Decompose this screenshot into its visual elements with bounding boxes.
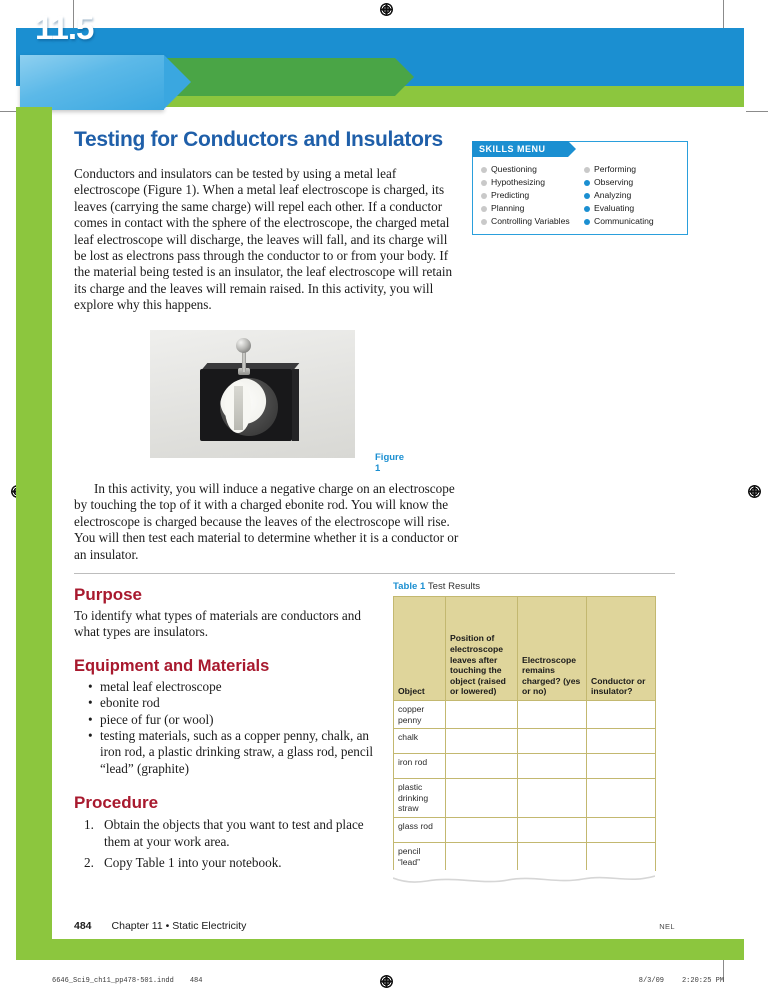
bullet-icon xyxy=(481,193,487,199)
equipment-list xyxy=(74,679,384,777)
skill-item-performing[interactable] xyxy=(584,163,687,176)
bullet-icon xyxy=(584,219,590,225)
lower-left-column xyxy=(74,585,384,875)
electroscope-sphere xyxy=(236,338,251,353)
cell-position[interactable] xyxy=(446,701,518,729)
footer-page-number: 484 xyxy=(74,920,92,932)
table-caption-label: Table 1 xyxy=(393,581,426,592)
cell-type[interactable] xyxy=(587,779,656,818)
test-results-table xyxy=(393,596,656,871)
table-row xyxy=(394,729,656,754)
skill-item-questioning[interactable] xyxy=(481,163,584,176)
column-header-position: Position of electroscope leaves after touching the object (raised or lowered) xyxy=(446,597,518,701)
list-item: • piece of fur (or wool) xyxy=(74,712,384,728)
bullet-icon xyxy=(481,167,487,173)
skill-label: Evaluating xyxy=(594,203,635,213)
skill-item-evaluating[interactable] xyxy=(584,202,687,215)
skill-item-analyzing[interactable] xyxy=(584,189,687,202)
skill-item-hypothesizing[interactable] xyxy=(481,176,584,189)
cell-position[interactable] xyxy=(446,754,518,779)
cell-object: copper penny xyxy=(394,701,446,729)
list-item: Copy Table 1 into your notebook. xyxy=(104,855,282,871)
list-item: • testing materials, such as a copper penny, chalk, an iron rod, a plastic drinking straw, a glass rod, pencil “lead” (graphite) xyxy=(74,728,384,777)
skills-menu-right-column xyxy=(584,163,687,228)
cell-object: iron rod xyxy=(394,754,446,779)
electroscope-leaf xyxy=(234,386,243,430)
electroscope-body-side xyxy=(292,369,299,441)
list-item: Obtain the objects that you want to test and place them at your work area. xyxy=(104,817,364,850)
table-row xyxy=(394,817,656,842)
cell-position[interactable] xyxy=(446,817,518,842)
bullet-icon xyxy=(584,167,590,173)
skill-item-planning[interactable] xyxy=(481,202,584,215)
skill-item-communicating[interactable] xyxy=(584,215,687,228)
skills-menu xyxy=(472,141,688,235)
skill-label: Controlling Variables xyxy=(491,216,570,226)
skill-label: Observing xyxy=(594,177,634,187)
table-row xyxy=(394,701,656,729)
cell-type[interactable] xyxy=(587,754,656,779)
footer-imprint: NEL xyxy=(659,922,675,931)
skill-item-predicting[interactable] xyxy=(481,189,584,202)
cell-object: glass rod xyxy=(394,817,446,842)
bullet-icon xyxy=(481,219,487,225)
skill-item-observing[interactable] xyxy=(584,176,687,189)
cell-charged[interactable] xyxy=(518,779,587,818)
cell-charged[interactable] xyxy=(518,842,587,870)
table-row xyxy=(394,754,656,779)
slug-filename: 6646_Sci9_ch11_pp478-501.indd xyxy=(52,977,174,985)
slug-date: 8/3/09 xyxy=(638,977,664,985)
purpose-heading: Purpose xyxy=(74,585,143,604)
second-paragraph: In this activity, you will induce a negative charge on an electroscope by touching the top of it with a charged ebonite rod. You will know the electroscope is charged because the leaves of the electroscope will rise. You will then test each material to determine whether it is a conductor or an insulator. xyxy=(74,481,459,562)
slug-page: 484 xyxy=(189,977,203,985)
bullet-icon xyxy=(481,206,487,212)
list-item: • metal leaf electroscope xyxy=(74,679,384,695)
cell-charged[interactable] xyxy=(518,701,587,729)
footer-chapter: Chapter 11 • Static Electricity xyxy=(111,920,247,932)
activity-type-label: PERFORM AN ACTIVITY xyxy=(111,10,266,24)
table-caption-text: Test Results xyxy=(427,581,481,592)
cell-type[interactable] xyxy=(587,729,656,754)
equipment-heading: Equipment and Materials xyxy=(74,656,270,675)
skill-label: Communicating xyxy=(594,216,654,226)
table-header-row xyxy=(394,597,656,701)
electroscope-photo xyxy=(150,330,355,458)
bullet-icon xyxy=(584,193,590,199)
intro-paragraph: Conductors and insulators can be tested by using a metal leaf electroscope (Figure 1). When a metal leaf electroscope is charged, its leaves (carrying the same charge) will repel each other. If a conductor comes in contact with the sphere of the electroscope, the charged metal leaf electroscope will discharge, the leaves will fall, and its charge will be lost as electrons pass through the conductor to or from your body. If the material being tested is an insulator, the leaf electroscope will retain its charge and the leaves will remain raised. In this activity, you will explore why this happens. xyxy=(74,166,453,313)
section-divider xyxy=(74,573,675,574)
cell-object: plastic drinking straw xyxy=(394,779,446,818)
page-title: Testing for Conductors and Insulators xyxy=(74,128,443,151)
figure-1 xyxy=(150,330,405,474)
skill-label: Hypothesizing xyxy=(491,177,545,187)
procedure-list xyxy=(74,816,384,871)
print-slug xyxy=(52,977,724,985)
skill-label: Analyzing xyxy=(594,190,632,200)
skills-menu-header xyxy=(472,141,568,157)
list-item: • ebonite rod xyxy=(74,695,384,711)
cell-position[interactable] xyxy=(446,779,518,818)
page-footer xyxy=(74,920,675,932)
cell-charged[interactable] xyxy=(518,729,587,754)
bullet-icon xyxy=(584,206,590,212)
column-header-charged: Electroscope remains charged? (yes or no) xyxy=(518,597,587,701)
table-row xyxy=(394,779,656,818)
table-caption xyxy=(393,581,655,592)
cell-charged[interactable] xyxy=(518,754,587,779)
column-header-object: Object xyxy=(394,597,446,701)
registration-target-icon-right xyxy=(748,485,761,498)
skill-label: Planning xyxy=(491,203,525,213)
cell-charged[interactable] xyxy=(518,817,587,842)
skill-label: Performing xyxy=(594,164,637,174)
skill-item-controlling-variables[interactable] xyxy=(481,215,584,228)
purpose-text: To identify what types of materials are conductors and what types are insulators. xyxy=(74,608,361,640)
crop-mark-right xyxy=(746,111,768,112)
skill-label: Predicting xyxy=(491,190,530,200)
bottom-green-bar xyxy=(16,939,744,960)
cell-type[interactable] xyxy=(587,842,656,870)
slug-time: 2:20:25 PM xyxy=(681,977,724,985)
section-number-tab xyxy=(20,55,164,110)
bullet-icon xyxy=(584,180,590,186)
skills-menu-columns xyxy=(473,157,687,234)
left-green-sidebar xyxy=(16,107,52,939)
procedure-heading: Procedure xyxy=(74,793,159,813)
column-header-type: Conductor or insulator? xyxy=(587,597,656,701)
skills-menu-left-column xyxy=(481,163,584,228)
cell-object: pencil “lead” xyxy=(394,842,446,870)
table-torn-edge xyxy=(393,870,655,888)
registration-target-icon-top xyxy=(380,3,393,16)
figure-caption: Figure 1 xyxy=(375,452,405,474)
cell-position[interactable] xyxy=(446,842,518,870)
skill-label: Questioning xyxy=(491,164,537,174)
cell-position[interactable] xyxy=(446,729,518,754)
table-row xyxy=(394,842,656,870)
section-number-label: 11.5 xyxy=(35,9,94,46)
skills-menu-header-label: SKILLS MENU xyxy=(479,143,546,154)
test-results-table-wrap xyxy=(393,581,655,888)
crop-mark-top-right xyxy=(723,0,724,30)
cell-object: chalk xyxy=(394,729,446,754)
cell-type[interactable] xyxy=(587,817,656,842)
cell-type[interactable] xyxy=(587,701,656,729)
bullet-icon xyxy=(481,180,487,186)
